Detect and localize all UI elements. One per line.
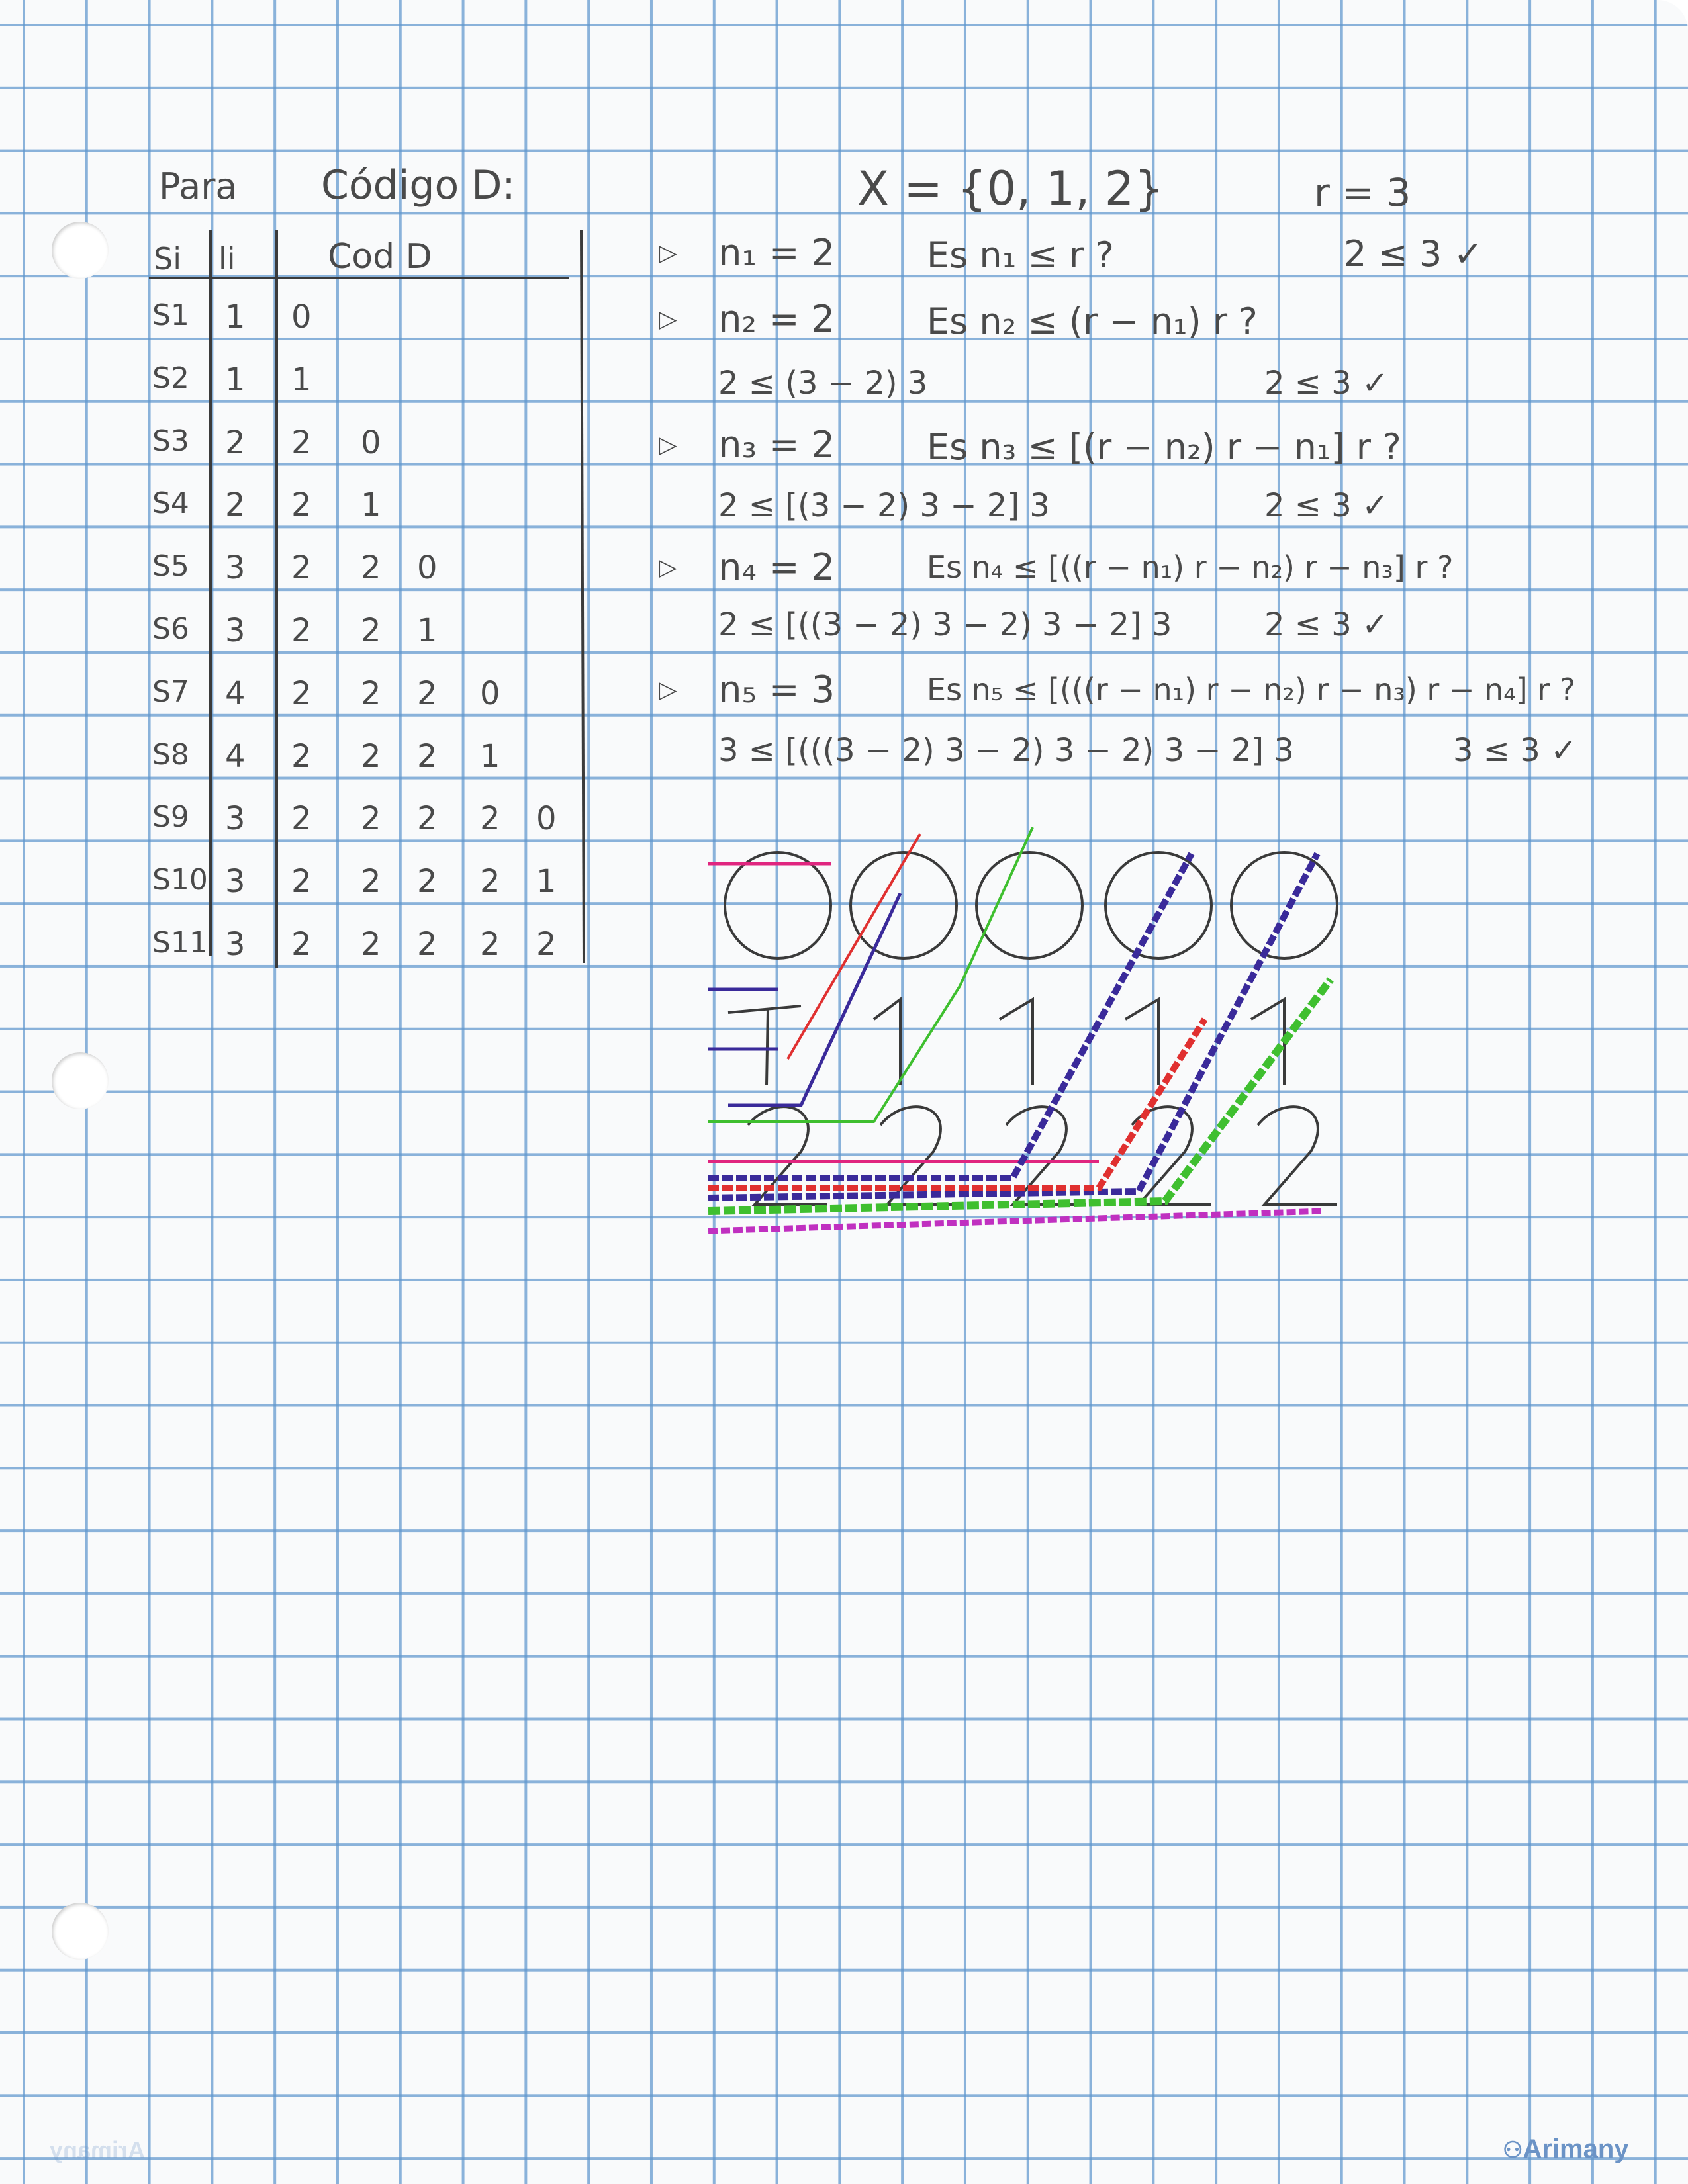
path-green-branch bbox=[708, 827, 1033, 1122]
table-cell-code-digit: 0 bbox=[291, 298, 312, 336]
table-cell-length: 4 bbox=[225, 674, 246, 712]
tree-one-4 bbox=[1125, 999, 1158, 1085]
brand-text-mirrored: Arimany bbox=[50, 2136, 146, 2163]
table-cell-code-digit: 1 bbox=[536, 863, 557, 901]
table-cell-symbol: S7 bbox=[152, 674, 189, 709]
table-cell-length: 2 bbox=[225, 424, 246, 461]
tree-one-3 bbox=[1000, 999, 1033, 1085]
condition-check: 3 ≤ 3 ✓ bbox=[1453, 732, 1577, 769]
table-cell-length: 3 bbox=[225, 926, 246, 963]
path-magenta-base bbox=[708, 1211, 1324, 1231]
table-cell-symbol: S2 bbox=[152, 361, 189, 395]
path-purple-deep-2 bbox=[708, 854, 1317, 1198]
condition-bullet: ▷ bbox=[659, 554, 677, 581]
condition-bullet: ▷ bbox=[659, 240, 677, 267]
tree-one-2 bbox=[874, 999, 900, 1085]
condition-bullet: ▷ bbox=[659, 676, 677, 704]
table-cell-length: 2 bbox=[225, 486, 246, 524]
brand-logo-footer bbox=[1503, 2134, 1629, 2164]
table-cell-code-digit: 2 bbox=[361, 674, 381, 712]
table-cell-symbol: S6 bbox=[152, 612, 189, 646]
table-cell-code-digit: 2 bbox=[291, 674, 312, 712]
table-cell-code-digit: 2 bbox=[480, 863, 500, 901]
table-cell-symbol: S9 bbox=[152, 800, 189, 835]
table-cell-length: 4 bbox=[225, 737, 246, 775]
table-cell-length: 3 bbox=[225, 549, 246, 587]
table-cell-length: 3 bbox=[225, 612, 246, 649]
table-title-codigo: Código D: bbox=[321, 162, 516, 208]
condition-check: 2 ≤ 3 ✓ bbox=[1344, 233, 1483, 275]
condition-question: Es n₁ ≤ r ? bbox=[927, 234, 1114, 276]
table-cell-code-digit: 2 bbox=[417, 863, 438, 901]
table-cell-length: 1 bbox=[225, 361, 246, 398]
table-cell-code-digit: 0 bbox=[536, 800, 557, 838]
table-cell-symbol: S5 bbox=[152, 549, 189, 584]
tree-circle-5 bbox=[1231, 852, 1337, 958]
table-cell-code-digit: 1 bbox=[291, 361, 312, 398]
table-cell-code-digit: 2 bbox=[361, 926, 381, 963]
brand-icon: ⚇ bbox=[1503, 2138, 1523, 2163]
condition-bullet: ▷ bbox=[659, 306, 677, 333]
brand-logo-mirrored bbox=[50, 2136, 145, 2164]
condition-check: 2 ≤ 3 ✓ bbox=[1264, 487, 1389, 524]
table-cell-code-digit: 2 bbox=[361, 737, 381, 775]
condition-eval: 2 ≤ (3 − 2) 3 bbox=[718, 365, 928, 402]
path-purple-branch bbox=[728, 893, 900, 1105]
table-cell-code-digit: 2 bbox=[291, 486, 312, 524]
binder-hole-bottom bbox=[52, 1903, 109, 1960]
table-cell-symbol: S8 bbox=[152, 737, 189, 772]
table-cell-code-digit: 1 bbox=[480, 737, 500, 775]
table-cell-code-digit: 2 bbox=[536, 926, 557, 963]
condition-lhs: n₄ = 2 bbox=[718, 546, 835, 589]
tree-one-1 bbox=[728, 1006, 801, 1085]
condition-question: Es n₃ ≤ [(r − n₂) r − n₁] r ? bbox=[927, 426, 1401, 468]
tree-circle-2 bbox=[851, 852, 957, 958]
table-cell-symbol: S11 bbox=[152, 926, 208, 960]
table-cell-code-digit: 1 bbox=[417, 612, 438, 649]
header-cod: Cod D bbox=[328, 237, 432, 277]
table-cell-length: 3 bbox=[225, 800, 246, 838]
table-cell-code-digit: 2 bbox=[291, 612, 312, 649]
header-si: Si bbox=[154, 241, 181, 277]
path-purple-deep-1 bbox=[708, 854, 1192, 1178]
table-cell-code-digit: 0 bbox=[417, 549, 438, 587]
table-cell-code-digit: 2 bbox=[361, 800, 381, 838]
condition-bullet: ▷ bbox=[659, 432, 677, 459]
binder-hole-middle bbox=[52, 1052, 109, 1109]
table-cell-code-digit: 2 bbox=[417, 926, 438, 963]
table-cell-code-digit: 2 bbox=[480, 800, 500, 838]
tree-circle-4 bbox=[1105, 852, 1211, 958]
table-cell-code-digit: 2 bbox=[361, 612, 381, 649]
brand-text: Arimany bbox=[1523, 2134, 1629, 2163]
table-cell-code-digit: 2 bbox=[480, 926, 500, 963]
table-cell-code-digit: 2 bbox=[291, 863, 312, 901]
table-cell-symbol: S4 bbox=[152, 486, 189, 521]
condition-check: 2 ≤ 3 ✓ bbox=[1264, 606, 1389, 643]
condition-eval: 2 ≤ [(3 − 2) 3 − 2] 3 bbox=[718, 487, 1050, 524]
condition-lhs: n₂ = 2 bbox=[718, 298, 835, 341]
table-cell-code-digit: 2 bbox=[361, 549, 381, 587]
condition-eval: 2 ≤ [((3 − 2) 3 − 2) 3 − 2] 3 bbox=[718, 606, 1172, 643]
tree-circle-3 bbox=[976, 852, 1082, 958]
table-col-divider-3 bbox=[581, 230, 584, 963]
table-cell-code-digit: 2 bbox=[291, 424, 312, 461]
table-cell-code-digit: 2 bbox=[291, 800, 312, 838]
tree-two-5 bbox=[1258, 1107, 1337, 1205]
table-cell-code-digit: 0 bbox=[480, 674, 500, 712]
table-cell-code-digit: 1 bbox=[361, 486, 381, 524]
condition-lhs: n₅ = 3 bbox=[718, 668, 835, 711]
table-cell-symbol: S1 bbox=[152, 298, 189, 332]
table-title-para: Para bbox=[159, 165, 238, 207]
tree-one-5 bbox=[1251, 999, 1284, 1085]
condition-lhs: n₃ = 2 bbox=[718, 424, 835, 467]
condition-question: Es n₂ ≤ (r − n₁) r ? bbox=[927, 300, 1258, 342]
alphabet-set: X = {0, 1, 2} bbox=[857, 161, 1164, 216]
table-cell-code-digit: 2 bbox=[291, 549, 312, 587]
alphabet-r: r = 3 bbox=[1314, 170, 1411, 215]
table-cell-length: 3 bbox=[225, 863, 246, 901]
header-li: li bbox=[218, 241, 236, 277]
table-cell-code-digit: 2 bbox=[417, 737, 438, 775]
code-tree-drawing bbox=[702, 821, 1364, 1244]
table-lines bbox=[0, 0, 629, 979]
table-cell-code-digit: 2 bbox=[417, 800, 438, 838]
condition-question: Es n₅ ≤ [(((r − n₁) r − n₂) r − n₃) r − n₄] r ? bbox=[927, 672, 1576, 707]
table-cell-symbol: S3 bbox=[152, 424, 189, 458]
table-cell-symbol: S10 bbox=[152, 863, 208, 897]
table-cell-length: 1 bbox=[225, 298, 246, 336]
tree-circle-1 bbox=[725, 852, 831, 958]
table-cell-code-digit: 2 bbox=[361, 863, 381, 901]
table-cell-code-digit: 2 bbox=[291, 926, 312, 963]
condition-check: 2 ≤ 3 ✓ bbox=[1264, 365, 1389, 402]
condition-question: Es n₄ ≤ [((r − n₁) r − n₂) r − n₃] r ? bbox=[927, 549, 1454, 585]
condition-lhs: n₁ = 2 bbox=[718, 232, 835, 275]
table-cell-code-digit: 2 bbox=[417, 674, 438, 712]
condition-eval: 3 ≤ [(((3 − 2) 3 − 2) 3 − 2) 3 − 2] 3 bbox=[718, 732, 1294, 769]
table-cell-code-digit: 2 bbox=[291, 737, 312, 775]
table-cell-code-digit: 0 bbox=[361, 424, 381, 461]
